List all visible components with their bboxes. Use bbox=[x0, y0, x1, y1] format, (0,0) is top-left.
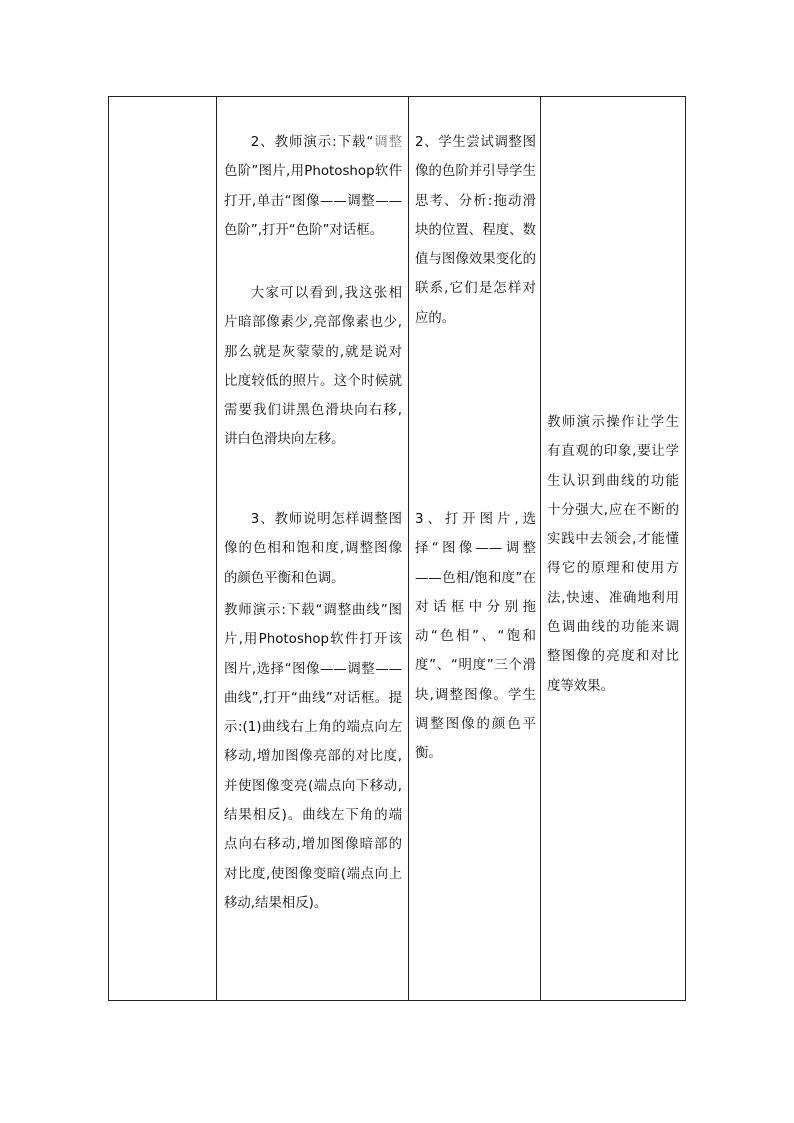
teacher-step-3: 3、教师说明怎样调整图像的色相和饱和度,调整图像的颜色平衡和色调。 bbox=[224, 512, 402, 586]
teacher-activity-cell bbox=[217, 97, 409, 1001]
design-intent-text: 教师演示操作让学生有直观的印象,要让学生认识到曲线的功能十分强大,应在不断的实践中去领会,才能懂得它的原理和使用方法,快速、准确地利用色调曲线的功能来调整图像的亮度和对比度等效果。 bbox=[547, 415, 679, 694]
teacher-step-2-text-a: 2、教师演示:下载“ bbox=[250, 135, 374, 150]
teacher-step-2 bbox=[224, 128, 402, 245]
teacher-step-2-highlight: 调整 bbox=[373, 135, 403, 150]
lesson-plan-table bbox=[108, 96, 686, 1001]
student-step-3: 3、打开图片,选择“图像——调整——色相/饱和度”在对话框中分别拖动“色相”、“饱和度”、“明度”三个滑块,调整图像。学生调整图像的颜色平衡。 bbox=[415, 512, 536, 762]
student-activity-content bbox=[409, 97, 540, 1000]
design-intent-cell bbox=[541, 97, 686, 1001]
student-activity-cell bbox=[409, 97, 541, 1001]
teacher-demo-curves: 教师演示:下载“调整曲线”图片,用Photoshop软件打开该图片,选择“图像——调整——曲线”,打开“曲线”对话框。提示:(1)曲线右上角的端点向左移动,增加图像亮部的对比度,并使图像变亮(端点向下移动,结果相反)。曲线左下角的端点向右移动,增加图像暗部的对比度,使图像变暗(端点向上移动,结果相反)。 bbox=[224, 603, 402, 911]
table-row bbox=[109, 97, 686, 1001]
teacher-step-2-explanation: 大家可以看到,我这张相片暗部像素少,亮部像素也少,那么就是灰蒙蒙的,就是说对比度较低的照片。这个时候就需要我们讲黑色滑块向右移,讲白色滑块向左移。 bbox=[224, 286, 402, 448]
teacher-step-2-text-b: 色阶”图片,用Photoshop软件打开,单击“图像——调整——色阶”,打开“色阶”对话框。 bbox=[224, 164, 402, 238]
student-step-2: 2、学生尝试调整图像的色阶并引导学生思考、分析:拖动滑块的位置、程度、数值与图像效果变化的联系,它们是怎样对应的。 bbox=[415, 135, 536, 326]
teacher-activity-content bbox=[217, 97, 408, 1000]
blank-stage-cell bbox=[109, 97, 217, 1001]
design-intent-content bbox=[541, 97, 685, 1000]
